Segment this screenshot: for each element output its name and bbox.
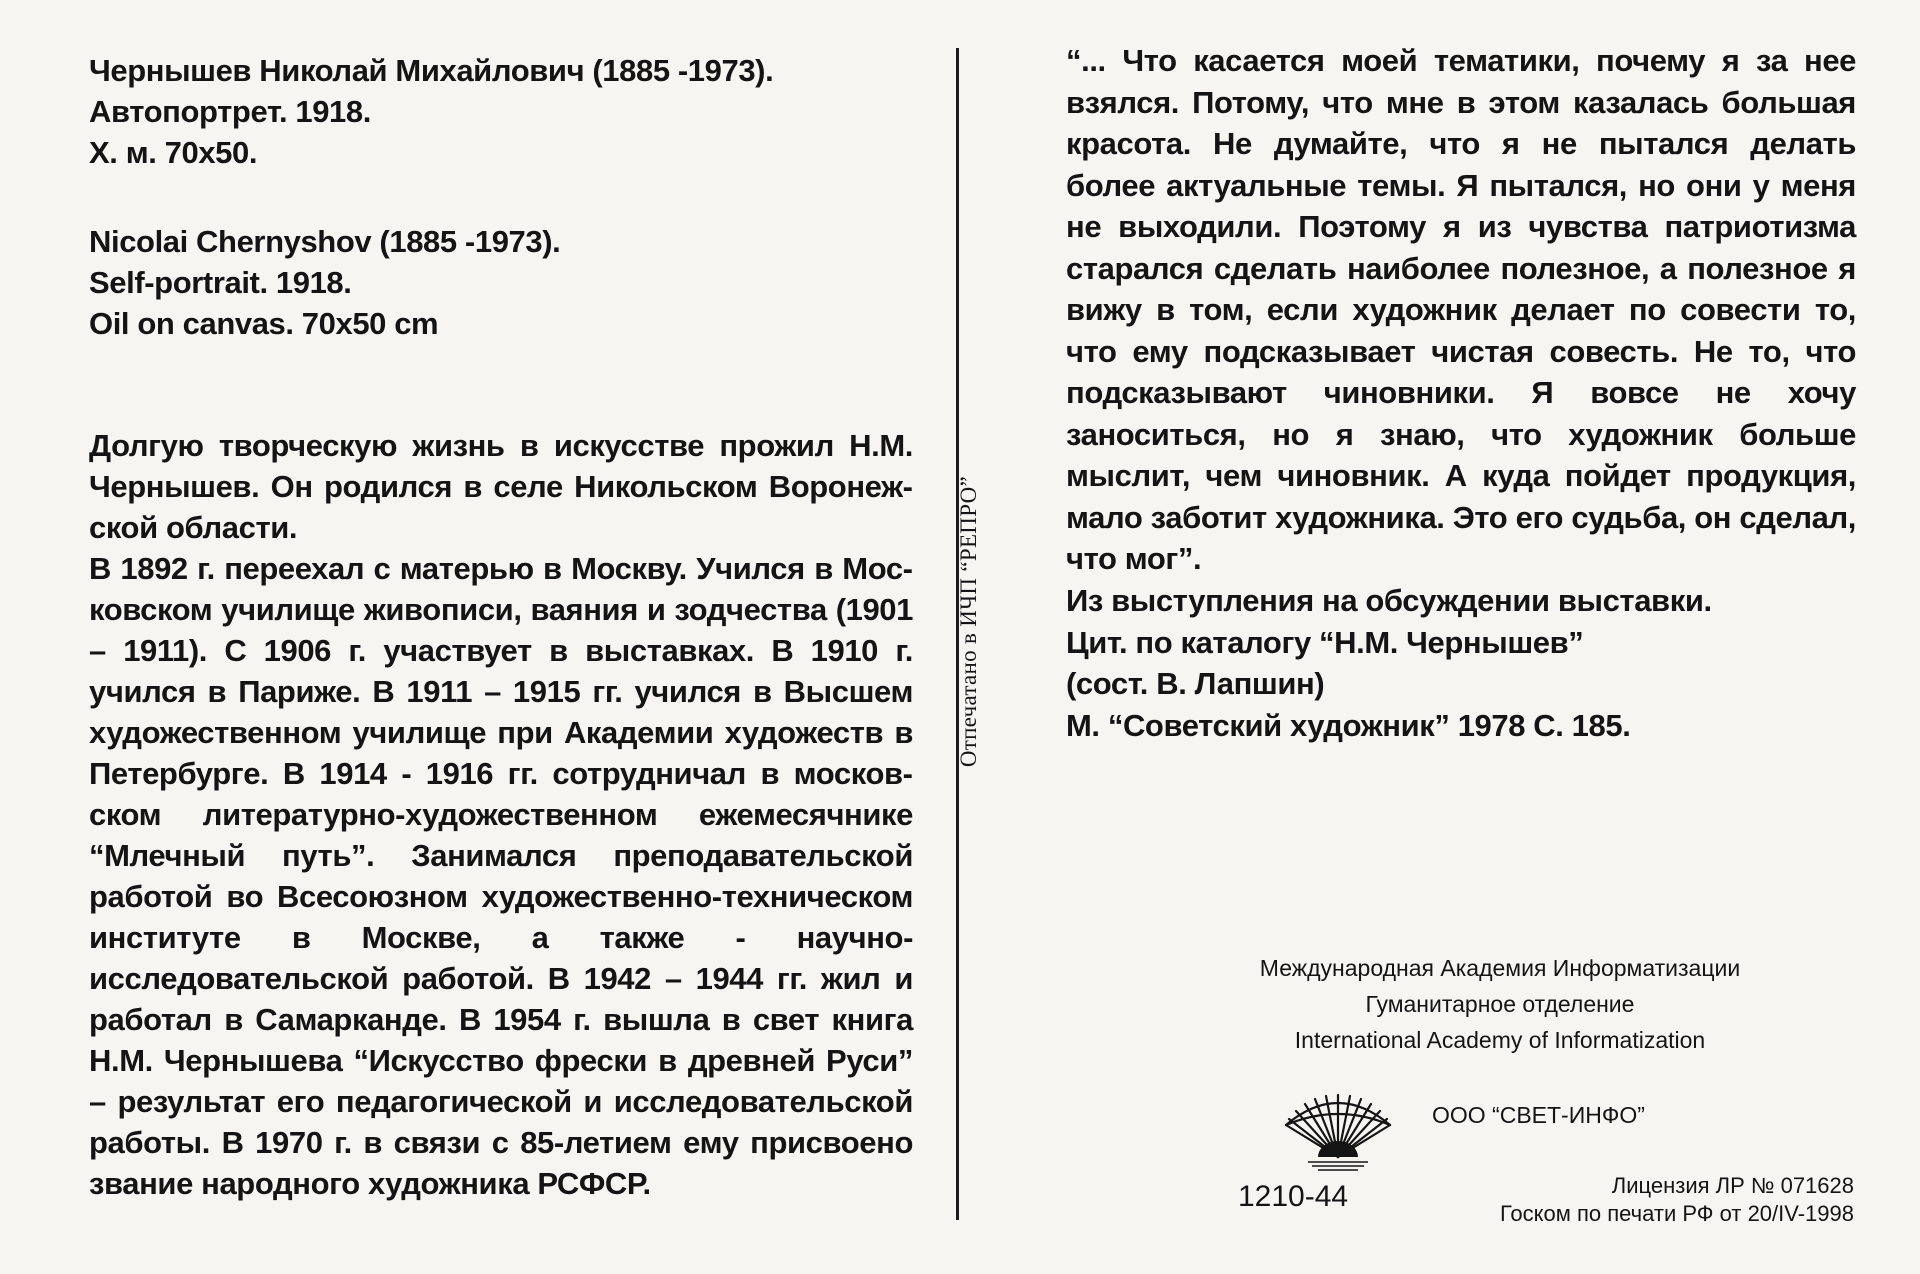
- company-name: ООО “СВЕТ-ИНФО”: [1432, 1102, 1645, 1128]
- en-caption-medium: Oil on canvas. 70x50 cm: [89, 306, 439, 341]
- en-caption-title: Self-portrait. 1918.: [89, 265, 352, 300]
- left-column: [89, 50, 913, 1204]
- biography: [89, 425, 913, 1204]
- bio-paragraph: Долгую творческую жизнь в искусстве прожил Н.М. Чернышев. Он родился в селе Никольском Воронежской области.: [89, 428, 913, 545]
- fan-logo-icon: [1278, 1087, 1398, 1177]
- ru-caption-medium: Х. м. 70х50.: [89, 135, 258, 170]
- quote-source: [1066, 580, 1866, 746]
- source-line: (сост. В. Лапшин): [1066, 666, 1325, 701]
- license-info: [1458, 1172, 1854, 1228]
- source-line: М. “Советский художник” 1978 С. 185.: [1066, 707, 1631, 743]
- license-number: Лицензия ЛР № 071628: [1611, 1173, 1854, 1198]
- source-line: Цит. по каталогу “Н.М. Чернышев”: [1066, 624, 1584, 660]
- en-caption-artist: Nicolai Chernyshov (1885 -1973).: [89, 224, 561, 259]
- license-authority: Госком по печати РФ от 20/IV-1998: [1499, 1201, 1854, 1226]
- source-line: Из выступления на обсуждении выставки.: [1066, 583, 1712, 618]
- publisher-academy: [1240, 950, 1760, 1058]
- printer-imprint-text: Отпечатано в ИЧП “РЕПРО”: [956, 476, 981, 768]
- ru-caption-artist: Чернышев Николай Михайлович (1885 -1973).: [89, 53, 774, 88]
- catalog-code: 1210-44: [1238, 1180, 1349, 1213]
- academy-name-en: International Academy of Informatization: [1294, 1027, 1706, 1053]
- ru-caption-title: Автопортрет. 1918.: [89, 94, 371, 129]
- academy-name-ru: Международная Академия Информатизации: [1259, 955, 1741, 981]
- bio-paragraph: В 1892 г. переехал с матерью в Москву. Учился в Московском училище живописи, ваяния и зодчества (1901 – 1911). С 1906 г. участвует в выставках. В 1910 г. учился в Париже. В 1911 – 1915 гг. учился в Высшем художественном училище при Академии художеств в Петербурге. В 1914 - 1916 гг. сотрудничал в московском литературно-художественном ежемесячнике “Млечный путь”. Занимался преподавательской работой во Всесоюзном художественно-техническом институте в Москве, а также - научно-исследовательской работой. В 1942 – 1944 гг. жил и работал в Самарканде. В 1954 г. вышла в свет книга Н.М. Чернышева “Искусство фрески в древней Руси” – результат его педагогической и исследовательской работы. В 1970 г. в связи с 85-летием ему присвоено звание народного художника РСФСР.: [89, 551, 913, 1201]
- academy-department: Гуманитарное отделение: [1365, 991, 1635, 1017]
- artist-quote: “... Что касается моей тематики, почему я за нее взялся. Потому, что мне в этом казалась большая красота. Не думайте, что я не пытался делать более актуальные темы. Я пытался, но они у меня не выходили. Поэтому я из чувства патриотизма старался сделать наиболее полезное, а полезное я вижу в том, если художник делает по совести то, что ему подсказывает чистая совесть. Не то, что подсказывают чиновники. Я вовсе не хочу заноситься, но я знаю, что художник больше мыслит, чем чиновник. А куда пойдет продукция, мало заботит художника. Это его судьба, он сделал, что мог”.: [1066, 43, 1856, 576]
